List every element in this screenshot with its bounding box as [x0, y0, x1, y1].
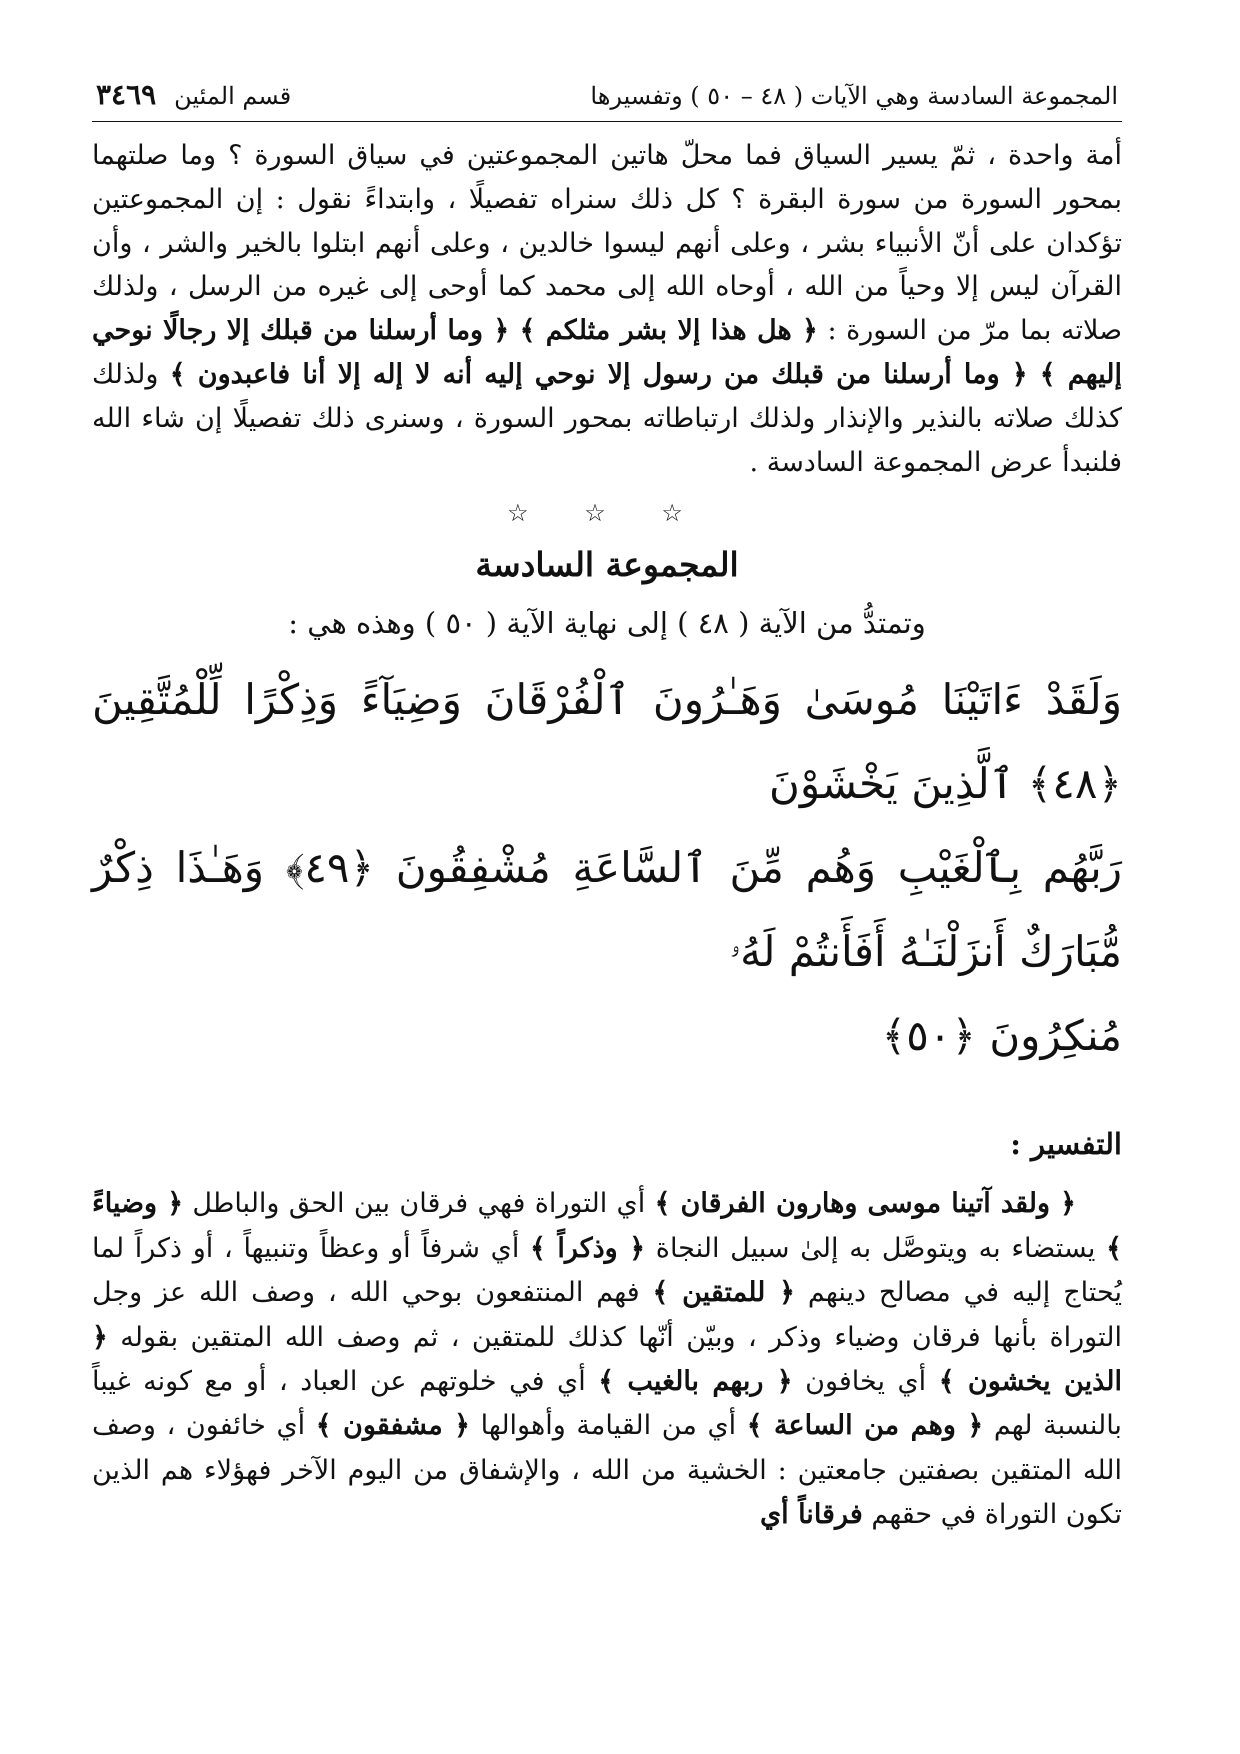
quran-line-3: مُنكِرُونَ ﴿٥٠﴾	[881, 1011, 1122, 1061]
intro-sentence-1: أمة واحدة ، ثمّ يسير السياق فما محلّ هاتين المجموعتين في سياق السورة ؟ وما صلتهما بمحور السورة من سورة البقرة ؟ كل ذلك سنراه تفصيلًا ، وابتداءً نقول : إن المجموعتين تؤكدان على أنّ الأنبياء بشر ، وعلى أنهم ليسوا خالدين ، وعلى أنهم ابتلوا بالخير والشر ، وأن القرآن ليس إلا وحياً من الله ، أوحاه الله إلى محمد كما أوحى إلى غيره من الرسل ، ولذلك صلاته بما مرّ من السورة :	[92, 140, 1122, 347]
tafsir-comment: أي شرفاً أو وعظاً وتنبيهاً ، أو ذكراً لما يُحتاج إليه في مصالح دينهم	[92, 1232, 1122, 1309]
tafsir-comment: أي من القيامة وأهوالها	[480, 1410, 737, 1442]
intro-text	[92, 134, 1122, 484]
tafsir-comment: يستضاء به ويتوصَّل به إلىٰ سبيل النجاة	[655, 1232, 1096, 1264]
page-number: ٣٤٦٩	[96, 78, 157, 111]
page-header	[92, 78, 1122, 122]
tafsir-quote: ﴿ ولقد آتينا موسى وهارون الفرقان ﴾	[654, 1188, 1077, 1220]
section-subtitle: وتمتدُّ من الآية ( ٤٨ ) إلى نهاية الآية ( ٥٠ ) وهذه هي :	[288, 606, 926, 641]
tafsir-quote: ﴿ وضياءً ﴾	[92, 1188, 1122, 1264]
section-title: المجموعة السادسة	[475, 545, 739, 585]
tafsir-quote: ﴿ ربهم بالغيب ﴾	[598, 1366, 793, 1397]
tafsir-quote: ﴿ وهم من الساعة ﴾	[746, 1410, 984, 1442]
quran-line-2: رَبَّهُم بِٱلْغَيْبِ وَهُم مِّنَ ٱلسَّاعَةِ مُشْفِقُونَ ﴿٤٩﴾ وَهَـٰذَا ذِكْرٌ مُّبَارَكٌ أَنزَلْنَـٰهُ أَفَأَنتُمْ لَهُۥ	[92, 843, 1122, 977]
tafsir-comment: أي يخافون	[805, 1366, 927, 1397]
tafsir-paragraph	[92, 1182, 1122, 1537]
tafsir-quote: ﴿ مشفقون ﴾	[315, 1410, 470, 1442]
intro-quoted-verses: ﴿ هل هذا إلا بشر مثلكم ﴾ ﴿ وما أرسلنا من قبلك إلا رجالًا نوحي إليهم ﴾ ﴿ وما أرسلنا من قبلك من رسول إلا نوحي إليه أنه لا إله إلا أنا فاعبدون ﴾	[92, 315, 1122, 390]
tafsir-comment: فهم المنتفعون بوحي الله ، وصف الله عز وجل التوراة بأنها فرقان وضياء وذكر ، وبيّن أنّها كذلك للمتقين ، ثم وصف الله المتقين بقوله	[92, 1277, 1122, 1353]
section-name: قسم المئين	[174, 82, 292, 110]
tafsir-heading: التفسير :	[1010, 1127, 1122, 1162]
tafsir-comment: أي التوراة فهي فرقان بين الحق والباطل	[192, 1188, 646, 1220]
tafsir-quote: ﴿ الذين يخشون ﴾	[92, 1321, 1123, 1397]
intro-paragraph	[92, 134, 1122, 484]
tafsir-quote: ﴿ وذكراً ﴾	[530, 1232, 646, 1264]
tafsir-comment: أي في خلوتهم عن العباد ، أو مع كونه غيباً بالنسبة لهم	[92, 1366, 1122, 1442]
tafsir-text	[92, 1182, 1122, 1537]
quran-verses	[92, 658, 1122, 1078]
section-separator: ☆ ☆ ☆	[507, 499, 707, 528]
tafsir-quote: ﴿ للمتقين ﴾	[652, 1277, 795, 1309]
quran-line-1: وَلَقَدْ ءَاتَيْنَا مُوسَىٰ وَهَـٰرُونَ ٱلْفُرْقَانَ وَضِيَآءً وَذِكْرًا لِّلْمُتَّقِينَ ﴿٤٨﴾ ٱلَّذِينَ يَخْشَوْنَ	[92, 675, 1122, 809]
tafsir-comment: أي خائفون ، وصف الله المتقين بصفتين جامعتين : الخشية من الله ، والإشفاق من اليوم الآخر فهؤلاء هم الذين تكون التوراة في حقهم	[92, 1410, 1122, 1531]
intro-sentence-2: ولذلك كذلك صلاته بالنذير والإنذار ولذلك ارتباطاته بمحور السورة ، وسنرى ذلك تفصيلًا إن شاء الله فلنبدأ عرض المجموعة السادسة .	[92, 358, 1122, 478]
chapter-title: المجموعة السادسة وهي الآيات ( ٤٨ – ٥٠ ) وتفسيرها	[590, 82, 1118, 110]
tafsir-emphasis: فرقاناً أي	[760, 1499, 863, 1531]
header-meta	[96, 78, 291, 111]
